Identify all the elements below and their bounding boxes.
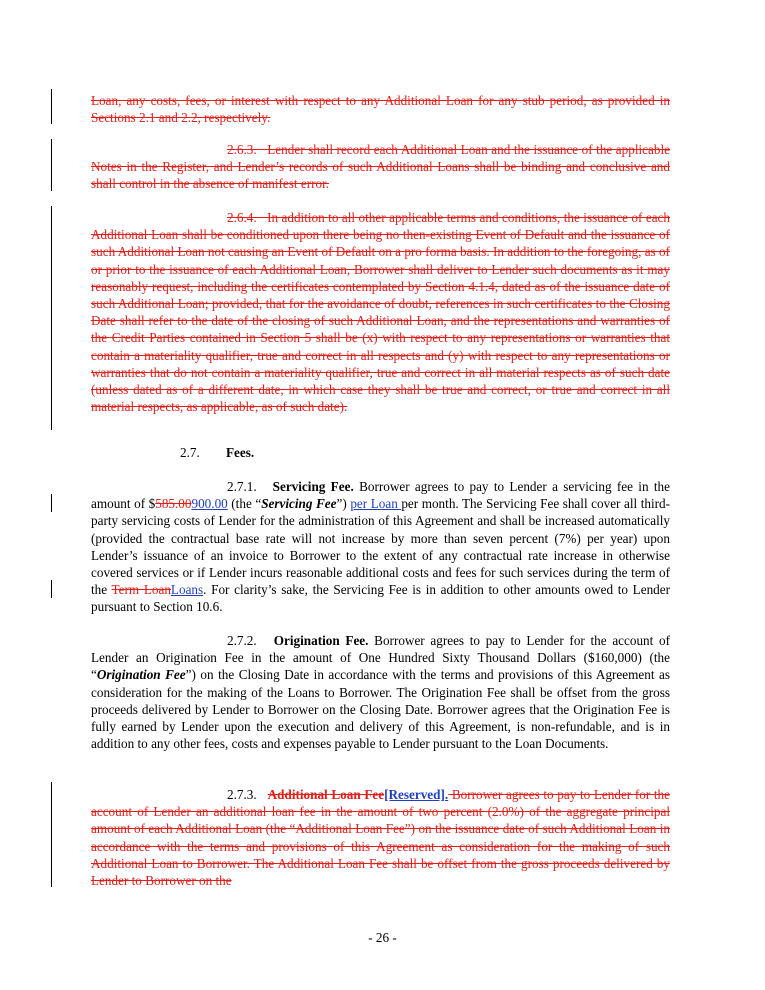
section-title: Servicing Fee. — [272, 479, 354, 494]
deleted-text: Borrower agrees to pay to Lender for the account of Lender an additional loan fee in the amount of two percent (2.0%) of the aggregate principal amount of each Additional Loan (the “Additional Loan Fee”) on the issuance date of such Additional Loan in accordance with the terms and provisions of this Agreement as consideration for the making of such Additional Loan to Borrower. The Additional Loan Fee shall be offset from the gross proceeds delivered by Lender to Borrower on the — [91, 787, 670, 889]
deleted-text: Lender shall record each Additional Loan and the issuance of the applicable Notes in the Register, and Lender’s records of such Additional Loans shall be binding and conclusive and shall control in the absence of manifest error. — [91, 142, 670, 192]
section-number: 2.7.1. — [227, 479, 257, 494]
section-number: 2.7. — [180, 445, 200, 460]
page-number: - 26 - — [368, 930, 397, 945]
defined-term: Origination Fee — [96, 667, 186, 683]
section-number: 2.7.2. — [227, 633, 257, 648]
deleted-title: Additional Loan Fee — [267, 787, 385, 802]
section-2-6-3 — [91, 141, 670, 193]
deleted-text: 585.00 — [155, 496, 192, 512]
defined-term: Servicing Fee — [261, 496, 337, 512]
section-title: Origination Fee. — [273, 633, 369, 648]
change-bar — [51, 782, 52, 887]
section-2-6-4 — [91, 209, 670, 415]
inserted-title: [Reserved]. — [384, 787, 449, 802]
change-bar — [51, 580, 52, 598]
section-number: 2.6.3. — [227, 142, 257, 157]
inserted-text: Loans — [170, 582, 204, 598]
deleted-text: Term Loan — [111, 582, 171, 598]
change-bar — [51, 494, 52, 512]
section-2-7-1: 2.7.1. Servicing Fee. Borrower agrees to pay to Lender a servicing fee in the amount of $585.00900.00 (the “Servicing Fee”) per Loan per month. The Servicing Fee shall cover all third-party servicing costs of Lender for the administration of this Agreement and shall be increased automatically (provided the contractual base rate will not increase by more than seven percent (7%) per year) upon Lender’s issuance of an invoice to Borrower to the extent of any contractual rate increase in otherwise covered services or if Lender incurs reasonable additional costs and fees for such services during the term of the Term LoanLoans. For clarity’s sake, the Servicing Fee is in addition to other amounts owed to Lender pursuant to Section 10.6. — [91, 479, 670, 615]
deleted-text: Loan, any costs, fees, or interest with respect to any Additional Loan for any stub period, as provided in Sections 2.1 and 2.2, respectively. — [91, 93, 670, 126]
change-bar — [51, 89, 52, 124]
inserted-text: 900.00 — [191, 496, 228, 512]
section-title: Fees. — [226, 445, 255, 460]
section-number: 2.6.4. — [227, 210, 257, 225]
section-2-7-3 — [91, 786, 670, 889]
change-bar — [51, 206, 52, 430]
section-2-7-2: 2.7.2. Origination Fee. Borrower agrees to pay to Lender for the account of Lender an Origination Fee in the amount of One Hundred Sixty Thousand Dollars ($160,000) (the “Origination Fee”) on the Closing Date in accordance with the terms and provisions of this Agreement as consideration for the making of the Loans to Borrower. The Origination Fee shall be offset from the gross proceeds delivered by Lender to Borrower on the Closing Date. Borrower agrees that the Origination Fee is fully earned by Lender upon the execution and delivery of this Agreement, is non-refundable, and is in addition to any other fees, costs and expenses payable to Lender pursuant to the Loan Documents. — [91, 633, 670, 752]
change-bar — [51, 139, 52, 191]
paragraph-stub — [91, 92, 670, 126]
section-2-7-heading — [180, 444, 254, 461]
deleted-text: In addition to all other applicable terms and conditions, the issuance of each Additional Loan shall be conditioned upon there being no then-existing Event of Default and the issuance of such Additional Loan not causing an Event of Default on a pro forma basis. In addition to the foregoing, as of or prior to the issuance of each Additional Loan, Borrower shall deliver to Lender such documents as it may reasonably request, including the certificates contemplated by Section 4.1.4, dated as of the issuance date of such Additional Loan; provided, that for the avoidance of doubt, references in such certificates to the Closing Date shall refer to the date of the closing of such Additional Loan, and the representations and warranties of the Credit Parties contained in Section 5 shall be (x) with respect to any representations or warranties that contain a materiality qualifier, true and correct in all respects and (y) with respect to any representations or warranties that do not contain a materiality qualifier, true and correct in all material respects as of such date (unless dated as of a different date, in which case they shall be true and correct, or true and correct in all material respects, as applicable, as of such date). — [91, 210, 671, 415]
inserted-text: per Loan — [350, 496, 402, 512]
section-number: 2.7.3. — [227, 787, 257, 802]
